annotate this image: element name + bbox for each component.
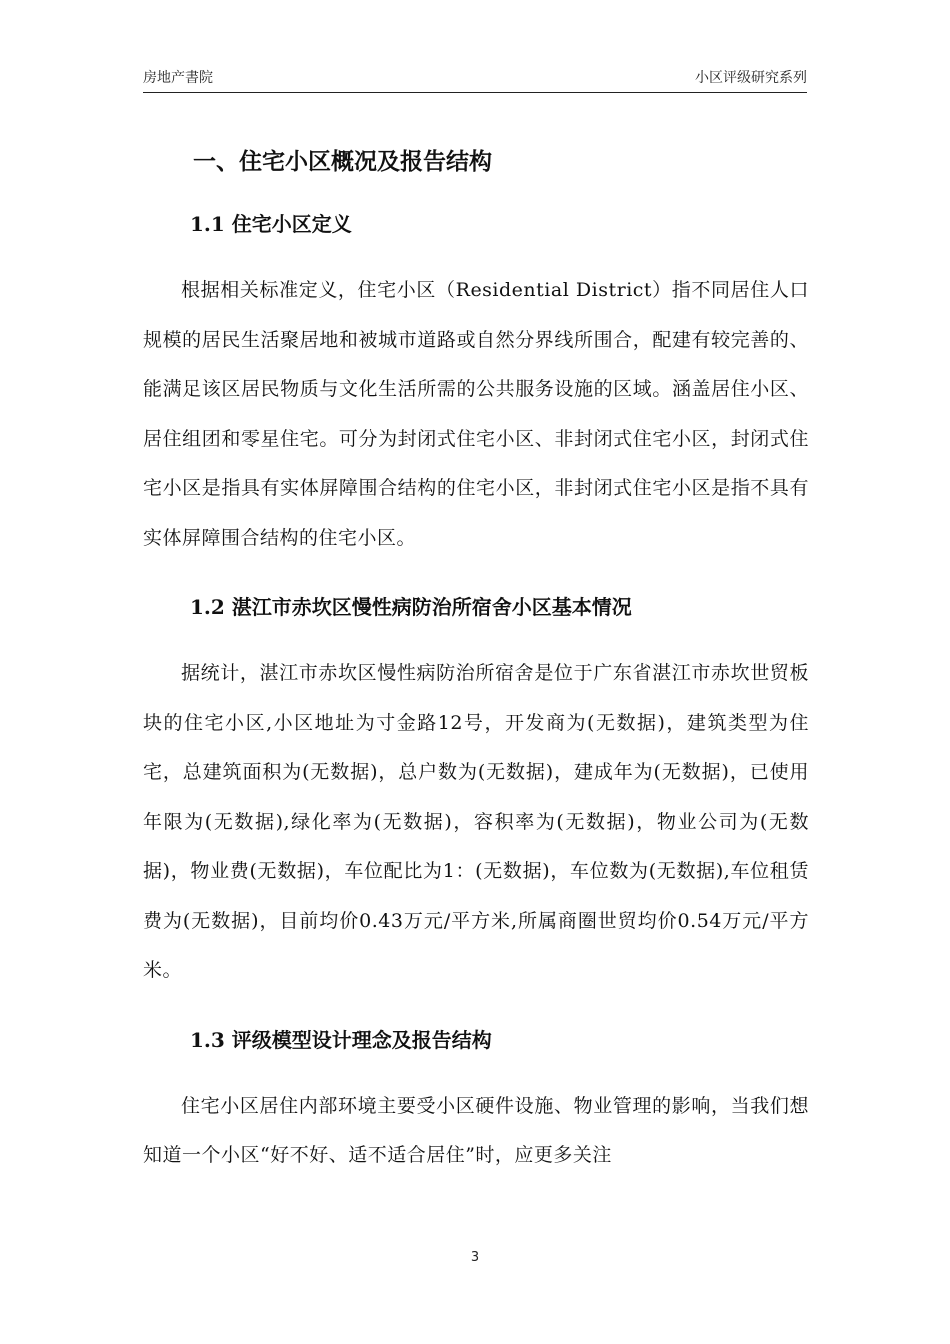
subsection-title-1-2: 1.2 湛江市赤坎区慢性病防治所宿舍小区基本情况 — [190, 595, 632, 619]
page-header — [143, 64, 807, 93]
paragraph-basic-info: 据统计，湛江市赤坎区慢性病防治所宿舍是位于广东省湛江市赤坎世贸板块的住宅小区,小区地址为寸金路12号，开发商为(无数据)，建筑类型为住宅，总建筑面积为(无数据)，总户数为(无数据)，建成年为(无数据)，已使用年限为(无数据),绿化率为(无数据)，容积率为(无数据)，物业公司为(无数据)，物业费(无数据)，车位配比为1：(无数据)，车位数为(无数据),车位租赁费为(无数据)，目前均价0.43万元/平方米,所属商圈世贸均价0.54万元/平方米。 — [143, 662, 809, 981]
document-body — [143, 140, 809, 1181]
subsection-title-1-1: 1.1 住宅小区定义 — [190, 212, 352, 236]
header-series-title: 小区评级研究系列 — [695, 70, 807, 86]
page-number: 3 — [470, 1250, 480, 1265]
section-title: 一、住宅小区概况及报告结构 — [193, 148, 492, 175]
paragraph-model-design: 住宅小区居住内部环境主要受小区硬件设施、物业管理的影响，当我们想知道一个小区“好不好、适不适合居住”时，应更多关注 — [143, 1094, 809, 1166]
header-publisher: 房地产書院 — [143, 70, 213, 86]
subsection-title-1-3: 1.3 评级模型设计理念及报告结构 — [190, 1027, 492, 1052]
paragraph-definition: 根据相关标准定义，住宅小区（Residential District）指不同居住人口规模的居民生活聚居地和被城市道路或自然分界线所围合，配建有较完善的、能满足该区居民物质与文化生活所需的公共服务设施的区域。涵盖居住小区、居住组团和零星住宅。可分为封闭式住宅小区、非封闭式住宅小区，封闭式住宅小区是指具有实体屏障围合结构的住宅小区，非封闭式住宅小区是指不具有实体屏障围合结构的住宅小区。 — [143, 279, 809, 549]
